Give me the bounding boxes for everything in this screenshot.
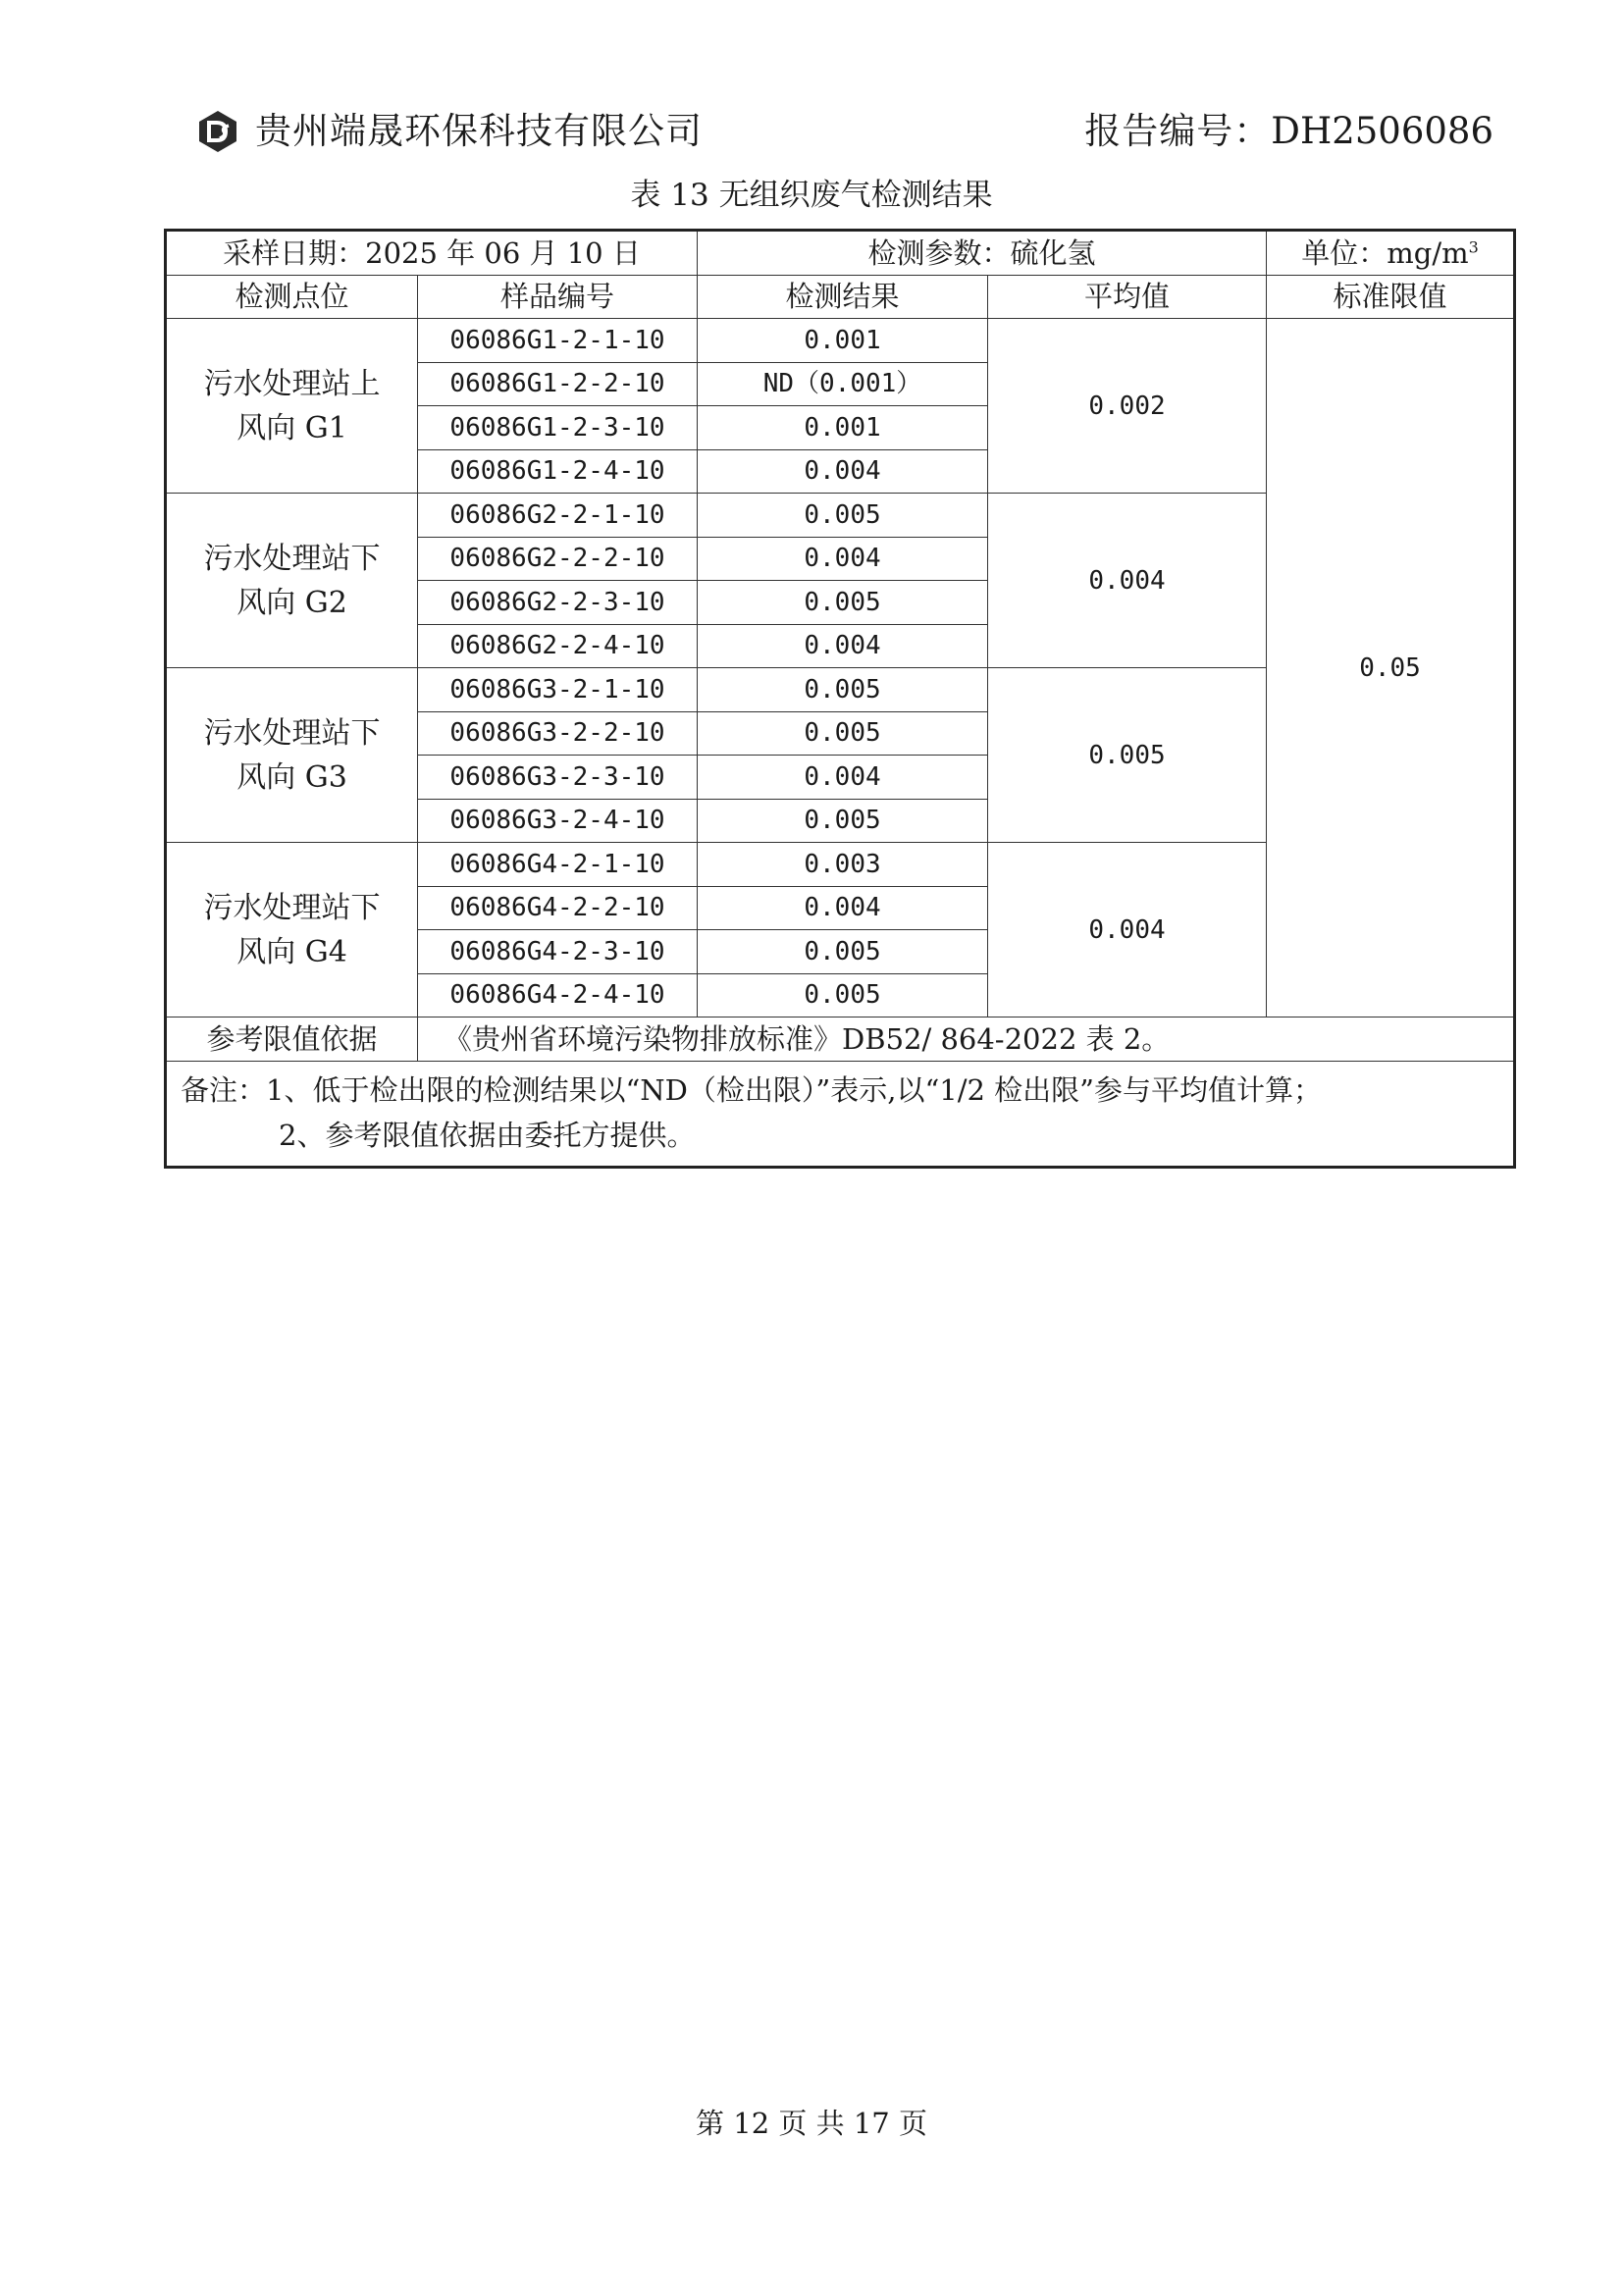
monitoring-location xyxy=(166,668,418,843)
average-value: 0.004 xyxy=(988,494,1267,668)
test-result: 0.001 xyxy=(698,406,988,450)
location-line: 风向 G1 xyxy=(236,410,347,445)
test-result: 0.005 xyxy=(698,581,988,625)
test-result: 0.005 xyxy=(698,973,988,1018)
sample-id: 06086G1-2-4-10 xyxy=(418,449,698,494)
test-parameter: 检测参数：硫化氢 xyxy=(698,231,1267,276)
results-table xyxy=(164,229,1516,1169)
report-number-value: DH2506086 xyxy=(1271,110,1493,152)
table-meta-row xyxy=(166,231,1515,276)
test-result: 0.004 xyxy=(698,537,988,581)
sample-id: 06086G2-2-3-10 xyxy=(418,581,698,625)
column-header: 标准限值 xyxy=(1267,275,1515,319)
sample-id: 06086G3-2-3-10 xyxy=(418,756,698,800)
test-result: 0.004 xyxy=(698,449,988,494)
sample-id: 06086G4-2-2-10 xyxy=(418,886,698,930)
unit-cell xyxy=(1267,231,1515,276)
unit-label: 单位：mg/m xyxy=(1301,235,1469,270)
column-header: 样品编号 xyxy=(418,275,698,319)
sample-id: 06086G4-2-3-10 xyxy=(418,930,698,974)
average-value: 0.005 xyxy=(988,668,1267,843)
monitoring-location xyxy=(166,319,418,494)
sample-id: 06086G1-2-3-10 xyxy=(418,406,698,450)
monitoring-location xyxy=(166,494,418,668)
test-result: ND（0.001） xyxy=(698,362,988,406)
sample-id: 06086G2-2-1-10 xyxy=(418,494,698,538)
average-value: 0.004 xyxy=(988,843,1267,1018)
standard-limit: 0.05 xyxy=(1267,319,1515,1018)
sample-id: 06086G1-2-2-10 xyxy=(418,362,698,406)
note-line-1: 备注：1、低于检出限的检测结果以“ND（检出限）”表示,以“1/2 检出限”参与平均值计算； xyxy=(181,1072,1322,1107)
report-number xyxy=(1084,106,1493,157)
page-header xyxy=(196,106,1493,157)
sample-id: 06086G3-2-4-10 xyxy=(418,799,698,843)
test-result: 0.004 xyxy=(698,756,988,800)
test-result: 0.005 xyxy=(698,930,988,974)
note-line-2: 2、参考限值依据由委托方提供。 xyxy=(279,1118,696,1152)
sample-id: 06086G2-2-2-10 xyxy=(418,537,698,581)
location-line: 污水处理站下 xyxy=(203,715,381,751)
average-value: 0.002 xyxy=(988,319,1267,494)
monitoring-location xyxy=(166,843,418,1018)
unit-superscript: 3 xyxy=(1468,237,1479,257)
location-line: 污水处理站上 xyxy=(203,366,381,401)
notes-row xyxy=(166,1061,1515,1167)
table-header-row xyxy=(166,275,1515,319)
page-footer: 第 12 页 共 17 页 xyxy=(696,2107,927,2140)
column-header: 平均值 xyxy=(988,275,1267,319)
test-result: 0.005 xyxy=(698,799,988,843)
reference-value: 《贵州省环境污染物排放标准》DB52/ 864-2022 表 2。 xyxy=(418,1018,1515,1062)
test-result: 0.003 xyxy=(698,843,988,887)
sample-id: 06086G3-2-2-10 xyxy=(418,711,698,756)
location-line: 风向 G3 xyxy=(236,759,347,795)
location-line: 污水处理站下 xyxy=(203,890,381,925)
column-header: 检测结果 xyxy=(698,275,988,319)
sample-id: 06086G2-2-4-10 xyxy=(418,624,698,668)
test-result: 0.004 xyxy=(698,886,988,930)
test-result: 0.004 xyxy=(698,624,988,668)
test-result: 0.001 xyxy=(698,319,988,363)
table-title: 表 13 无组织废气检测结果 xyxy=(630,178,993,213)
sample-id: 06086G1-2-1-10 xyxy=(418,319,698,363)
location-line: 污水处理站下 xyxy=(203,541,381,576)
column-header: 检测点位 xyxy=(166,275,418,319)
test-result: 0.005 xyxy=(698,668,988,712)
sample-id: 06086G4-2-1-10 xyxy=(418,843,698,887)
sample-id: 06086G4-2-4-10 xyxy=(418,973,698,1018)
test-result: 0.005 xyxy=(698,494,988,538)
table-row xyxy=(166,319,1515,363)
sampling-date: 采样日期：2025 年 06 月 10 日 xyxy=(166,231,698,276)
company-name: 贵州端晟环保科技有限公司 xyxy=(255,110,703,152)
notes-cell xyxy=(166,1061,1515,1167)
sample-id: 06086G3-2-1-10 xyxy=(418,668,698,712)
test-result: 0.005 xyxy=(698,711,988,756)
report-number-label: 报告编号： xyxy=(1084,110,1272,152)
reference-row xyxy=(166,1018,1515,1062)
location-line: 风向 G4 xyxy=(236,934,347,969)
company-logo-icon xyxy=(196,110,239,153)
location-line: 风向 G2 xyxy=(236,585,347,620)
reference-label: 参考限值依据 xyxy=(166,1018,418,1062)
